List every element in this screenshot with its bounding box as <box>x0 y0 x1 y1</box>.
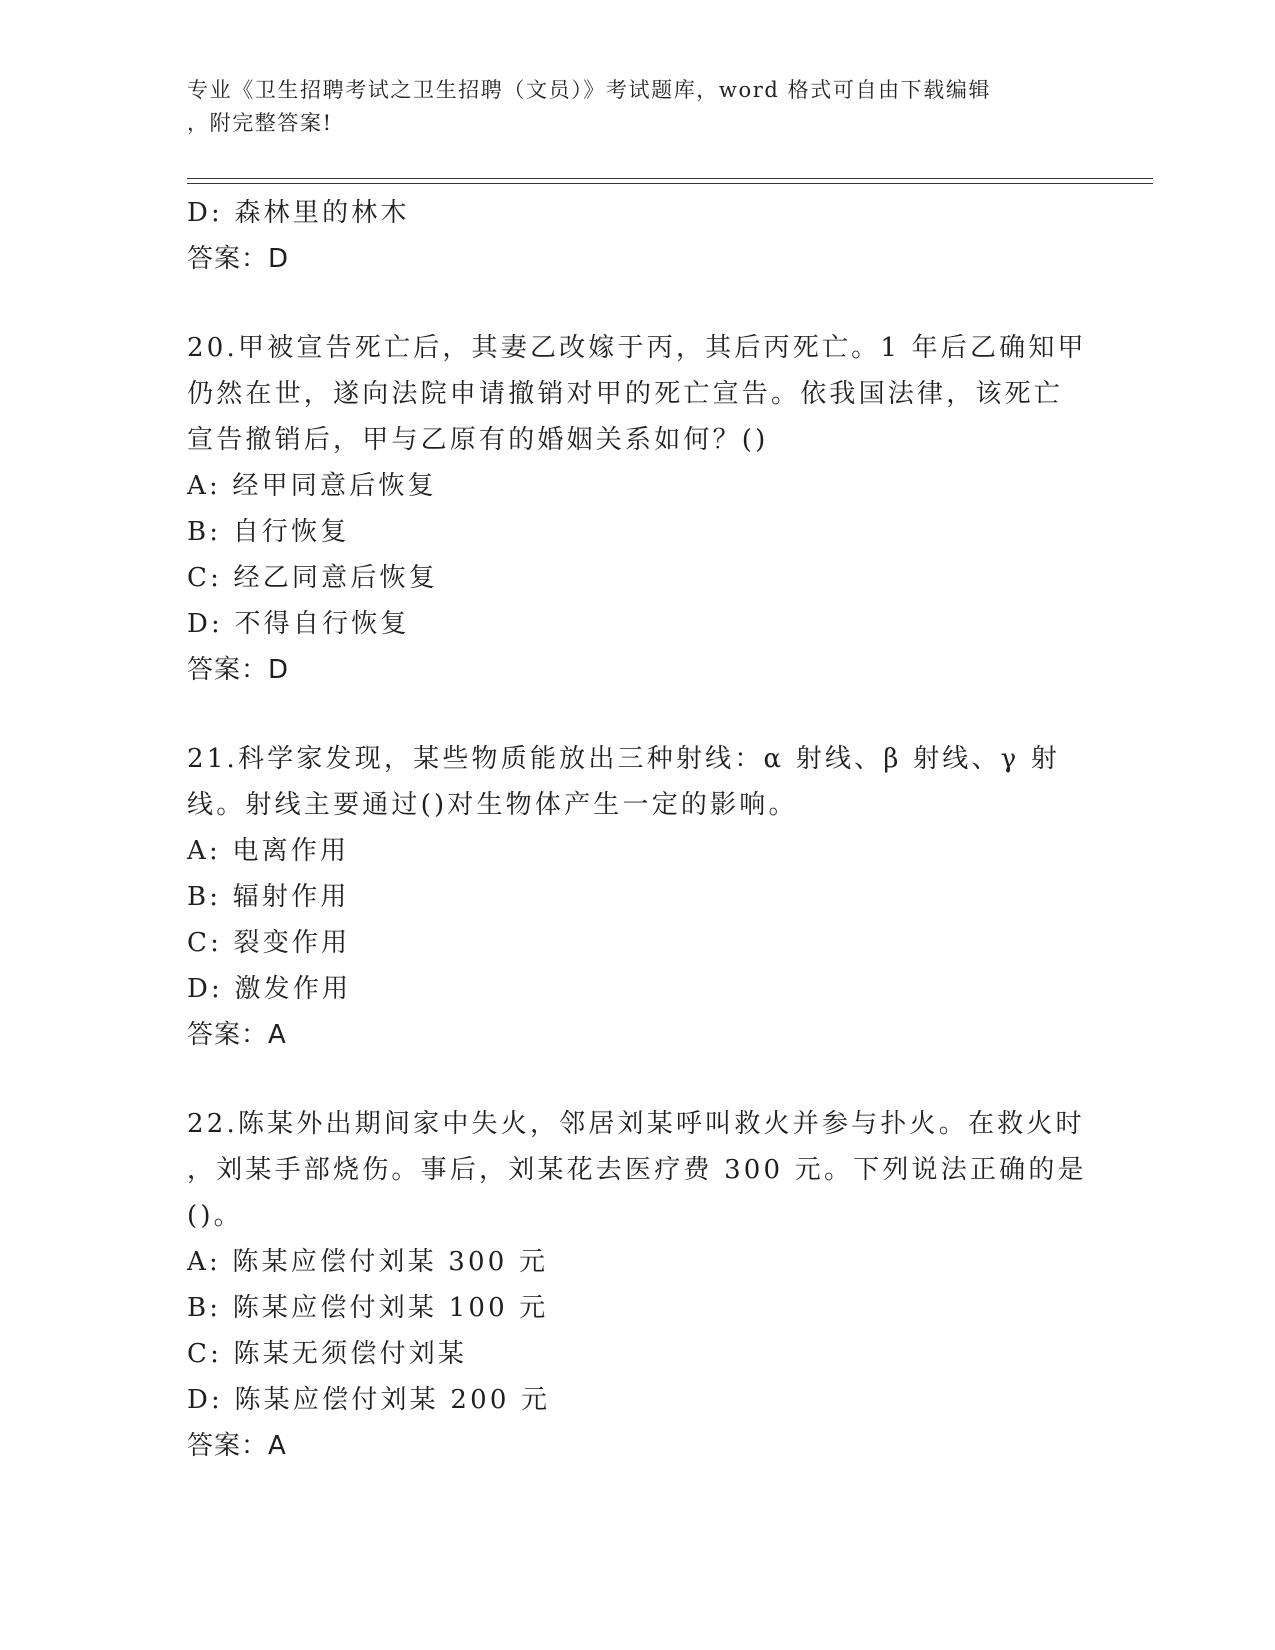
option-c: C: 经乙同意后恢复 <box>187 563 438 593</box>
spacer <box>187 1058 1087 1101</box>
header-divider-bottom <box>187 183 1153 184</box>
option-a: A: 经甲同意后恢复 <box>187 471 437 501</box>
option-d: D: 森林里的林木 <box>187 198 410 228</box>
option-d: D: 激发作用 <box>187 974 352 1004</box>
answer-line: 答案：D <box>187 655 290 685</box>
spacer <box>187 282 1087 325</box>
spacer <box>187 693 1087 736</box>
option-a: A: 电离作用 <box>187 836 350 866</box>
answer-line: 答案：D <box>187 244 290 274</box>
answer-line: 答案：A <box>187 1431 287 1461</box>
question-21 <box>187 736 1087 1058</box>
option-d: D: 陈某应偿付刘某 200 元 <box>187 1385 551 1415</box>
option-c: C: 裂变作用 <box>187 928 351 958</box>
header-line-1: 专业《卫生招聘考试之卫生招聘（文员）》考试题库，word 格式可自由下载编辑 <box>187 78 992 102</box>
option-b: B: 陈某应偿付刘某 100 元 <box>187 1293 549 1323</box>
option-c: C: 陈某无须偿付刘某 <box>187 1339 468 1369</box>
answer-line: 答案：A <box>187 1020 287 1050</box>
question-text-line: 宣告撤销后，甲与乙原有的婚姻关系如何？() <box>187 425 769 455</box>
option-b: B: 辐射作用 <box>187 882 350 912</box>
document-header <box>187 74 1087 140</box>
header-divider-top <box>187 178 1153 179</box>
question-20 <box>187 325 1087 693</box>
option-b: B: 自行恢复 <box>187 517 350 547</box>
question-text-line: 22.陈某外出期间家中失火，邻居刘某呼叫救火并参与扑火。在救火时 <box>187 1109 1085 1139</box>
option-a: A: 陈某应偿付刘某 300 元 <box>187 1247 549 1277</box>
question-content <box>187 190 1087 1469</box>
question-22 <box>187 1101 1087 1469</box>
question-text-line: 仍然在世，遂向法院申请撤销对甲的死亡宣告。依我国法律，该死亡 <box>187 379 1064 409</box>
option-d: D: 不得自行恢复 <box>187 609 410 639</box>
header-line-2: ，附完整答案! <box>187 111 333 135</box>
question-text-line: ，刘某手部烧伤。事后，刘某花去医疗费 300 元。下列说法正确的是 <box>187 1155 1087 1185</box>
question-text-line: ()。 <box>187 1201 243 1231</box>
question-text-line: 20.甲被宣告死亡后，其妻乙改嫁于丙，其后丙死亡。1 年后乙确知甲 <box>187 333 1087 363</box>
question-text-line: 线。射线主要通过()对生物体产生一定的影响。 <box>187 790 798 820</box>
question-text-line: 21.科学家发现，某些物质能放出三种射线：α 射线、β 射线、γ 射 <box>187 744 1061 774</box>
